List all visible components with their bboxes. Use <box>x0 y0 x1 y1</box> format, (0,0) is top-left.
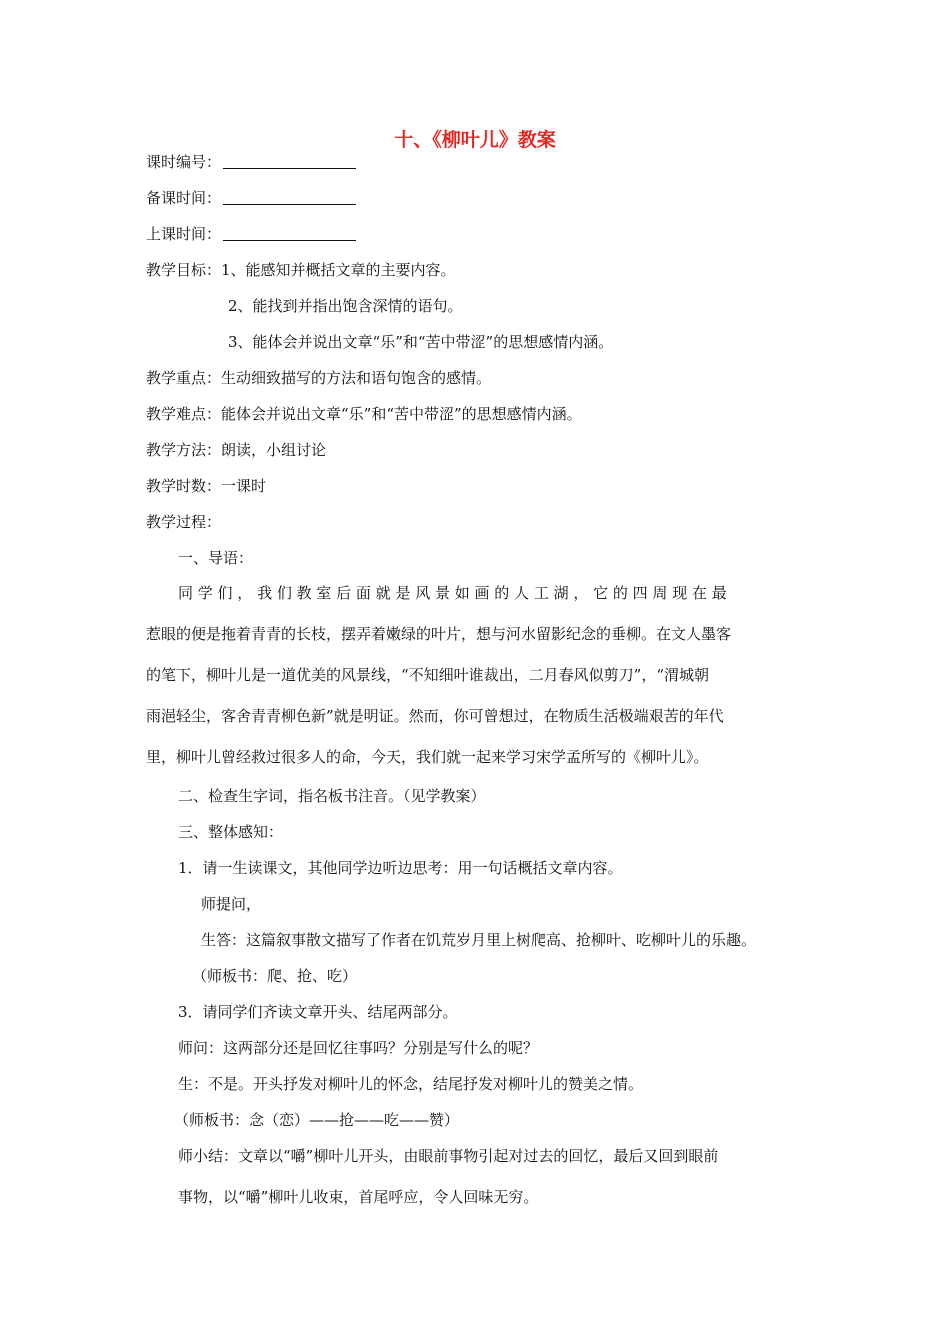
field-label: 备课时间： <box>146 189 222 207</box>
difficulty: 教学难点：能体会并说出文章“乐”和“苦中带涩”的思想感情内涵。 <box>146 405 582 423</box>
field-class-time <box>146 224 356 244</box>
teaching-hours: 教学时数：一课时 <box>146 477 267 495</box>
document-title: 十、《柳叶儿》教案 <box>394 129 556 151</box>
process-label: 教学过程： <box>146 513 222 531</box>
section2: 二、检查生字词，指名板书注音。（见学教案） <box>178 787 486 805</box>
objectives-row-1 <box>146 260 456 280</box>
teacher-question: 师问：这两部分还是回忆往事吗？分别是写什么的呢？ <box>178 1039 539 1057</box>
field-prep-time <box>146 188 356 208</box>
intro-line: 的笔下，柳叶儿是一道优美的风景线，“不知细叶谁裁出，二月春风似剪刀”，“渭城朝 <box>146 666 710 684</box>
objective-item: 2、能找到并指出饱含深情的语句。 <box>228 297 463 315</box>
question-3: 3．请同学们齐读文章开头、结尾两部分。 <box>178 1003 458 1021</box>
field-label: 上课时间： <box>146 225 222 243</box>
objective-item: 3、能体会并说出文章“乐”和“苦中带涩”的思想感情内涵。 <box>228 333 614 351</box>
field-lesson-number <box>146 152 356 172</box>
student-answer: 生答：这篇叙事散文描写了作者在饥荒岁月里上树爬高、抢柳叶、吃柳叶儿的乐趣。 <box>201 931 757 949</box>
teacher-ask: 师提问， <box>201 895 262 913</box>
blank-line <box>223 190 356 205</box>
board-note-2: （师板书：念（恋）——抢——吃——赞） <box>174 1111 460 1129</box>
field-label: 课时编号： <box>146 153 222 171</box>
objective-item: 1、能感知并概括文章的主要内容。 <box>221 261 456 279</box>
key-point: 教学重点：生动细致描写的方法和语句饱含的感情。 <box>146 369 492 387</box>
board-note-1: （师板书：爬、抢、吃） <box>192 967 358 985</box>
intro-line: 同 学 们 ， 我 们 教 室 后 面 就 是 风 景 如 画 的 人 工 湖 ， 它 的 四 周 现 在 最 <box>178 584 727 602</box>
teaching-method: 教学方法：朗读，小组讨论 <box>146 441 327 459</box>
section1-heading: 一、导语： <box>178 549 254 567</box>
intro-line: 雨浥轻尘，客舍青青柳色新”就是明证。然而，你可曾想过，在物质生活极端艰苦的年代 <box>146 707 724 725</box>
summary-line: 师小结：文章以“嚼”柳叶儿开头，由眼前事物引起对过去的回忆，最后又回到眼前 <box>178 1147 719 1165</box>
blank-line <box>223 154 356 169</box>
intro-line: 里，柳叶儿曾经救过很多人的命，今天，我们就一起来学习宋学孟所写的《柳叶儿》。 <box>146 748 709 766</box>
question-1: 1．请一生读课文，其他同学边听边思考：用一句话概括文章内容。 <box>178 859 623 877</box>
objectives-label: 教学目标： <box>146 261 222 279</box>
blank-line <box>223 226 356 241</box>
student-reply: 生：不是。开头抒发对柳叶儿的怀念，结尾抒发对柳叶儿的赞美之情。 <box>178 1075 644 1093</box>
intro-line: 惹眼的便是拖着青青的长枝，摆弄着嫩绿的叶片，想与河水留影纪念的垂柳。在文人墨客 <box>146 625 732 643</box>
section3-heading: 三、整体感知： <box>178 823 284 841</box>
summary-line: 事物，以“嚼”柳叶儿收束，首尾呼应，令人回味无穷。 <box>178 1188 539 1206</box>
